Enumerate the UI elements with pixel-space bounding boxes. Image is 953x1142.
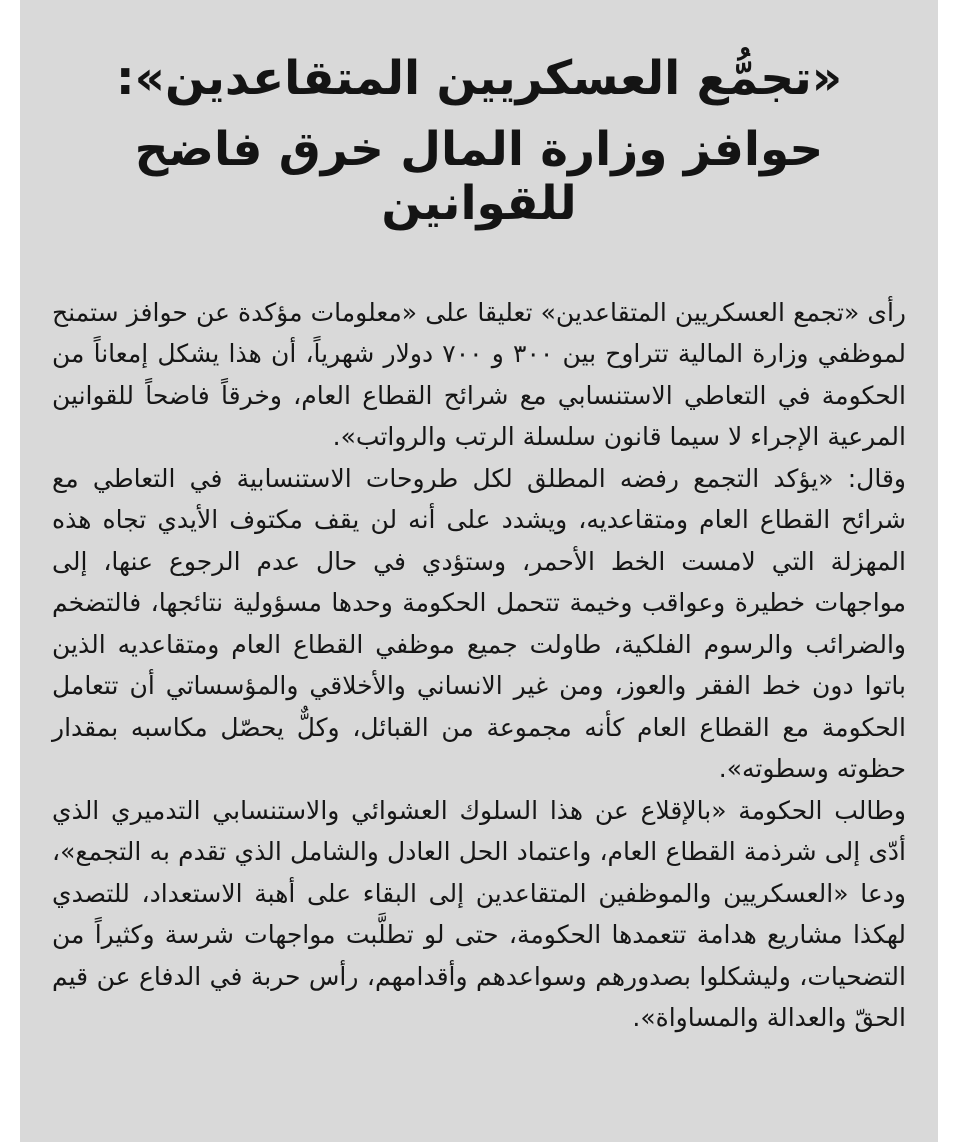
newspaper-clipping (20, 0, 938, 1142)
article-body (52, 292, 906, 1039)
paragraph-3: وطالب الحكومة «بالإقلاع عن هذا السلوك العشوائي والاستنسابي التدميري الذي أدّى إلى شرذمة القطاع العام، واعتماد الحل العادل والشامل الذي تقدم به التجمع»، ودعا «العسكريين والموظفين المتقاعدين إلى البقاء على أهبة الاستعداد، للتصدي لهكذا مشاريع هدامة تتعمدها الحكومة، حتى لو تطلَّبت مواجهات شرسة وكثيراً من التضحيات، وليشكلوا بصدورهم وسواعدهم وأقدامهم، رأس حربة في الدفاع عن قيم الحقّ والعدالة والمساواة». (52, 795, 906, 1033)
headline (52, 52, 906, 232)
paragraph-2: وقال: «يؤكد التجمع رفضه المطلق لكل طروحات الاستنسابية في التعاطي مع شرائح القطاع العام ومتقاعديه، ويشدد على أنه لن يقف مكتوف الأيدي تجاه هذه المهزلة التي لامست الخط الأحمر، وستؤدي في حال عدم الرجوع عنها، إلى مواجهات خطيرة وعواقب وخيمة تتحمل الحكومة وحدها مسؤولية نتائجها، فالتضخم والضرائب والرسوم الفلكية، طاولت جميع موظفي القطاع العام ومتقاعديه الذين باتوا دون خط الفقر والعوز، ومن غير الانساني والأخلاقي والمؤسساتي أن تتعامل الحكومة مع القطاع العام كأنه مجموعة من القبائل، وكلٌّ يحصّل مكاسبه بمقدار حظوته وسطوته». (52, 463, 906, 784)
paragraph-1: رأى «تجمع العسكريين المتقاعدين» تعليقا على «معلومات مؤكدة عن حوافز ستمنح لموظفي وزارة المالية تتراوح بين ٣٠٠ و ٧٠٠ دولار شهرياً، أن هذا يشكل إمعاناً من الحكومة في التعاطي الاستنسابي مع شرائح القطاع العام، وخرقاً فاضحاً للقوانين المرعية الإجراء لا سيما قانون سلسلة الرتب والرواتب». (52, 297, 907, 452)
headline-line-1: «تجمُّع العسكريين المتقاعدين»: (115, 51, 843, 106)
headline-line-2: حوافز وزارة المال خرق فاضح للقوانين (134, 121, 824, 232)
